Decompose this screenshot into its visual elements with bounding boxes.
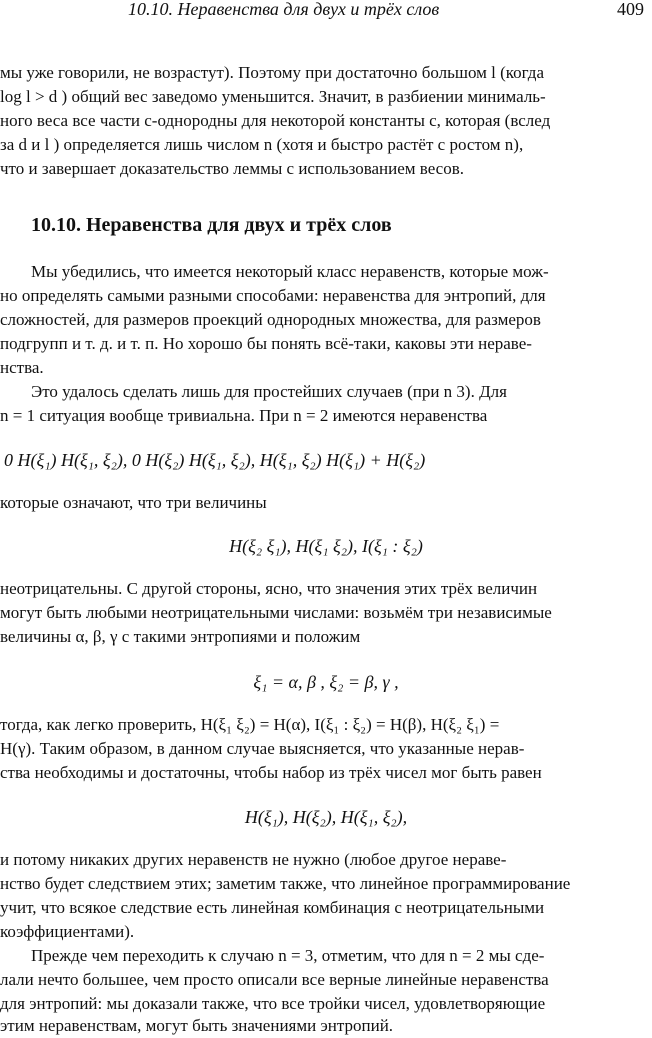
text-line: коэффициентами). bbox=[0, 922, 135, 941]
page-number: 409 bbox=[617, 0, 644, 19]
formula-inequalities: 0 H(ξ₁) H(ξ₁, ξ₂), 0 H(ξ₂) H(ξ₁, ξ₂), H(ξ₁, ξ₂) H(ξ₁) + H(ξ₂) bbox=[4, 450, 426, 470]
section-heading: 10.10. Неравенства для двух и трёх слов bbox=[31, 214, 392, 236]
text-line: что и завершает доказательство леммы с использованием весов. bbox=[0, 159, 465, 178]
text-line: n = 1 ситуация вообще тривиальна. При n = 2 имеются неравенства bbox=[0, 406, 488, 425]
text-line: нства. bbox=[0, 358, 44, 377]
text-line: и потому никаких других неравенств не нужно (любое другое нераве- bbox=[0, 850, 507, 869]
text-line: этим неравенствам, могут быть значениями энтропий. bbox=[0, 1016, 394, 1035]
text-line: тогда, как легко проверить, H(ξ₁ ξ₂) = H(α), I(ξ₁ : ξ₂) = H(β), H(ξ₂ ξ₁) = bbox=[0, 715, 500, 734]
text-line: которые означают, что три величины bbox=[0, 493, 267, 512]
text-line: нство будет следствием этих; заметим также, что линейное программирование bbox=[0, 874, 571, 893]
text-line: сложностей, для размеров проекций однородных множества, для размеров bbox=[0, 310, 541, 329]
text-line: log l > d ) общий вес заведомо уменьшится. Значит, в разбиении минималь- bbox=[0, 87, 546, 106]
text-line: Это удалось сделать лишь для простейших случаев (при n 3). Для bbox=[31, 382, 507, 401]
text-line: мы уже говорили, не возрастут). Поэтому при достаточно большом l (когда bbox=[0, 63, 544, 82]
text-line: величины α, β, γ с такими энтропиями и положим bbox=[0, 627, 361, 646]
text-line: подгрупп и т. д. и т. п. Но хорошо бы понять всё-таки, каковы эти нераве- bbox=[0, 334, 532, 353]
text-line: лали нечто большее, чем просто описали все верные линейные неравенства bbox=[0, 970, 549, 989]
text-line: Прежде чем переходить к случаю n = 3, отметим, что для n = 2 мы сде- bbox=[31, 946, 545, 965]
text-line: для энтропий: мы доказали также, что все тройки чисел, удовлетворяющие bbox=[0, 994, 546, 1013]
text-line: ного веса все части c-однородны для некоторой константы c, которая (вслед bbox=[0, 111, 551, 130]
text-line: могут быть любыми неотрицательными числами: возьмём три независимые bbox=[0, 603, 552, 622]
text-line: ства необходимы и достаточны, чтобы набор из трёх чисел мог быть равен bbox=[0, 763, 542, 782]
formula-three-quantities: H(ξ₂ ξ₁), H(ξ₁ ξ₂), I(ξ₁ : ξ₂) bbox=[229, 536, 423, 556]
text-line: H(γ). Таким образом, в данном случае выясняется, что указанные нерав- bbox=[0, 739, 525, 758]
formula-triple: H(ξ₁), H(ξ₂), H(ξ₁, ξ₂), bbox=[244, 807, 408, 827]
text-line: за d и l ) определяется лишь числом n (хотя и быстро растёт с ростом n), bbox=[0, 135, 524, 154]
text-line: неотрицательны. С другой стороны, ясно, что значения этих трёх величин bbox=[0, 579, 538, 598]
text-line: учит, что всякое следствие есть линейная комбинация с неотрицательными bbox=[0, 898, 545, 917]
text-line: но определять самыми разными способами: неравенства для энтропий, для bbox=[0, 286, 546, 305]
text-line: Мы убедились, что имеется некоторый класс неравенств, которые мож- bbox=[31, 262, 549, 281]
formula-definition: ξ₁ = α, β , ξ₂ = β, γ , bbox=[253, 672, 399, 692]
running-title: 10.10. Неравенства для двух и трёх слов bbox=[128, 0, 440, 19]
